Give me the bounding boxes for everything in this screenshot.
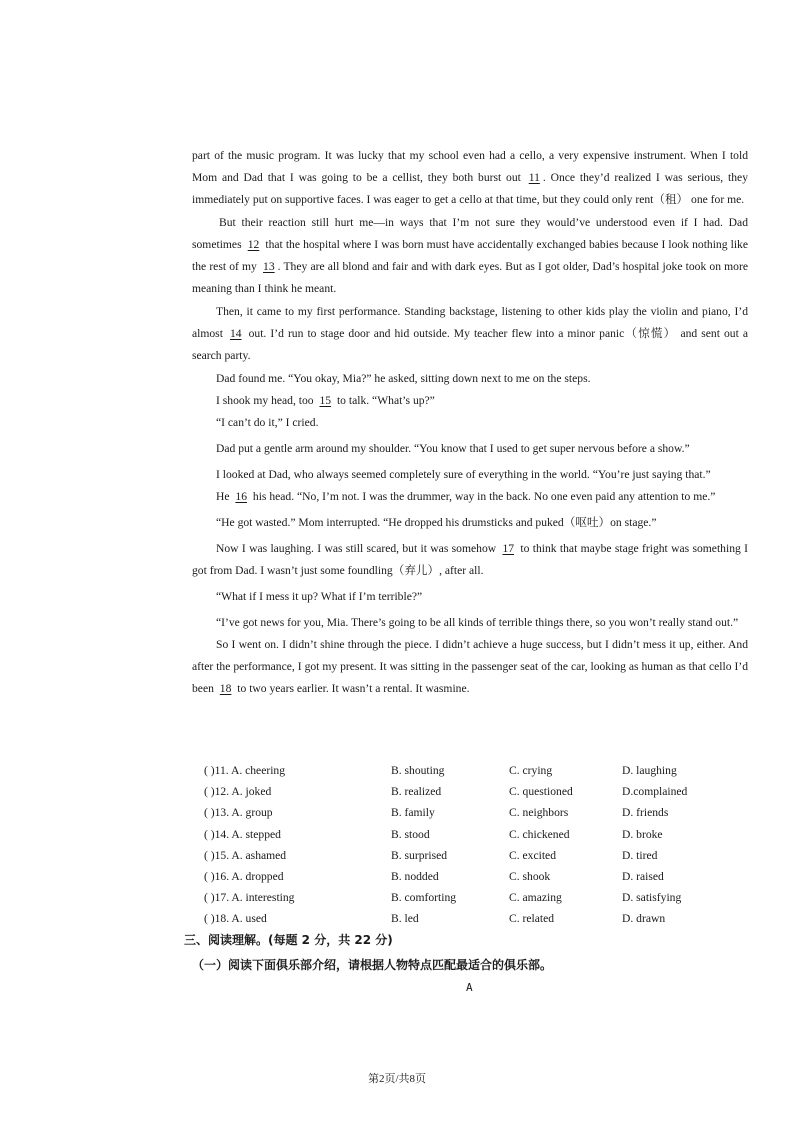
option-a: ( )11. A. cheering: [204, 764, 286, 777]
paragraph-6: “I can’t do it,” I cried.: [216, 416, 319, 429]
option-row-14: [204, 828, 764, 849]
answer-options: [204, 764, 764, 934]
blank-11: 11: [528, 171, 540, 184]
blank-16: 16: [235, 490, 248, 503]
option-a: ( )15. A. ashamed: [204, 848, 287, 862]
blank-14: 14: [229, 327, 242, 340]
option-a: ( )18. A. used: [204, 912, 267, 926]
blank-18: 18: [219, 682, 232, 695]
option-c: C. chickened: [509, 827, 570, 841]
option-c: C. related: [509, 912, 555, 926]
paragraph-13: “I’ve got news for you, Mia. There’s going to be all kinds of terrible things there, so you won’t really stand out.”: [216, 616, 739, 629]
paragraph-14: So I went on. I didn’t shine through the piece. I didn’t achieve a huge success, but I didn’t mess it up, either. And after the performance, I got my present. It was sitting in the passenger seat of the car, looking as human as that cello I’d been 18 to two years earlier. It wasn’t a rental. It wasmine.: [192, 638, 748, 695]
option-a: ( )14. A. stepped: [204, 827, 281, 841]
option-d: D. drawn: [622, 912, 666, 926]
option-row-12: [204, 785, 764, 806]
option-row-15: [204, 849, 764, 870]
paragraph-10: “He got wasted.” Mom interrupted. “He dropped his drumsticks and puked（呕吐）on stage.”: [216, 516, 657, 529]
paragraph-8: I looked at Dad, who always seemed completely sure of everything in the world. “You’re just saying that.”: [216, 468, 711, 481]
option-a: ( )16. A. dropped: [204, 869, 284, 883]
option-row-16: [204, 870, 764, 891]
blank-13: 13: [263, 260, 275, 273]
option-b: B. surprised: [391, 848, 448, 862]
cloze-passage: [192, 145, 748, 700]
paragraph-1: part of the music program. It was lucky that my school even had a cello, a very expensive instrument. When I told Mom and Dad that I was going to be a cellist, they both burst out 11 . Once they’d realized I was serious, they immediately put on supportive faces. I was eager to get a cello at that time, but they could only rent（租） one for me.: [192, 149, 748, 206]
option-c: C. questioned: [509, 785, 573, 799]
option-c: C. neighbors: [509, 806, 569, 820]
option-d: D. satisfying: [622, 891, 682, 905]
paragraph-7: Dad put a gentle arm around my shoulder. “You know that I used to get super nervous before a show.”: [216, 442, 690, 455]
option-d: D. broke: [622, 827, 663, 841]
option-row-11: [204, 764, 764, 785]
option-b: B. nodded: [391, 869, 439, 883]
page-number: 第2页/共8页: [367, 1073, 427, 1085]
option-d: D. friends: [622, 806, 669, 820]
paragraph-2: But their reaction still hurt me—in ways that I’m not sure they would’ve understood even if I had. Dad sometimes 12 that the hospital where I was born must have accidentally exchanged babies because I look nothing like the rest of my 13 . They are all blond and fair and with dark eyes. But as I got older, Dad’s hospital joke took on more meaning than I think he meant.: [192, 216, 748, 295]
option-c: C. shook: [509, 869, 551, 883]
section-three-heading: 三、阅读理解。(每题 2 分，共 22 分): [184, 933, 393, 947]
option-a: ( )12. A. joked: [204, 785, 272, 799]
paragraph-11: Now I was laughing. I was still scared, but it was somehow 17 to think that maybe stage fright was something I got from Dad. I wasn’t just some foundling（弃儿）, after all.: [192, 542, 748, 577]
blank-12: 12: [247, 238, 260, 251]
paragraph-5: I shook my head, too 15 to talk. “What’s up?”: [216, 394, 435, 407]
paragraph-4: Dad found me. “You okay, Mia?” he asked, sitting down next to me on the steps.: [216, 372, 591, 385]
option-d: D. laughing: [622, 764, 677, 777]
option-b: B. shouting: [391, 764, 445, 777]
option-d: D. tired: [622, 848, 658, 862]
option-b: B. realized: [391, 785, 442, 799]
blank-17: 17: [502, 542, 515, 555]
option-row-13: [204, 806, 764, 827]
paragraph-9: He 16 his head. “No, I’m not. I was the drummer, way in the back. No one even paid any attention to me.”: [216, 490, 716, 503]
option-d: D. raised: [622, 869, 664, 883]
part-label: A: [466, 981, 473, 994]
blank-15: 15: [319, 394, 332, 407]
option-a: ( )17. A. interesting: [204, 891, 295, 905]
paragraph-3: Then, it came to my first performance. Standing backstage, listening to other kids play the violin and piano, I’d almost 14 out. I’d run to stage door and hid outside. My teacher flew into a minor panic（惊慌） and sent out a search party.: [192, 305, 748, 362]
option-b: B. stood: [391, 827, 430, 841]
option-c: C. crying: [509, 764, 553, 777]
option-d: D.complained: [622, 785, 688, 799]
option-c: C. excited: [509, 848, 557, 862]
option-row-17: [204, 891, 764, 912]
option-b: B. comforting: [391, 891, 457, 905]
option-c: C. amazing: [509, 891, 562, 905]
paragraph-12: “What if I mess it up? What if I’m terrible?”: [216, 590, 423, 603]
reading-instruction: （一）阅读下面俱乐部介绍，请根据人物特点匹配最适合的俱乐部。: [192, 958, 553, 972]
option-b: B. family: [391, 806, 435, 820]
option-b: B. led: [391, 912, 419, 926]
option-a: ( )13. A. group: [204, 806, 273, 820]
